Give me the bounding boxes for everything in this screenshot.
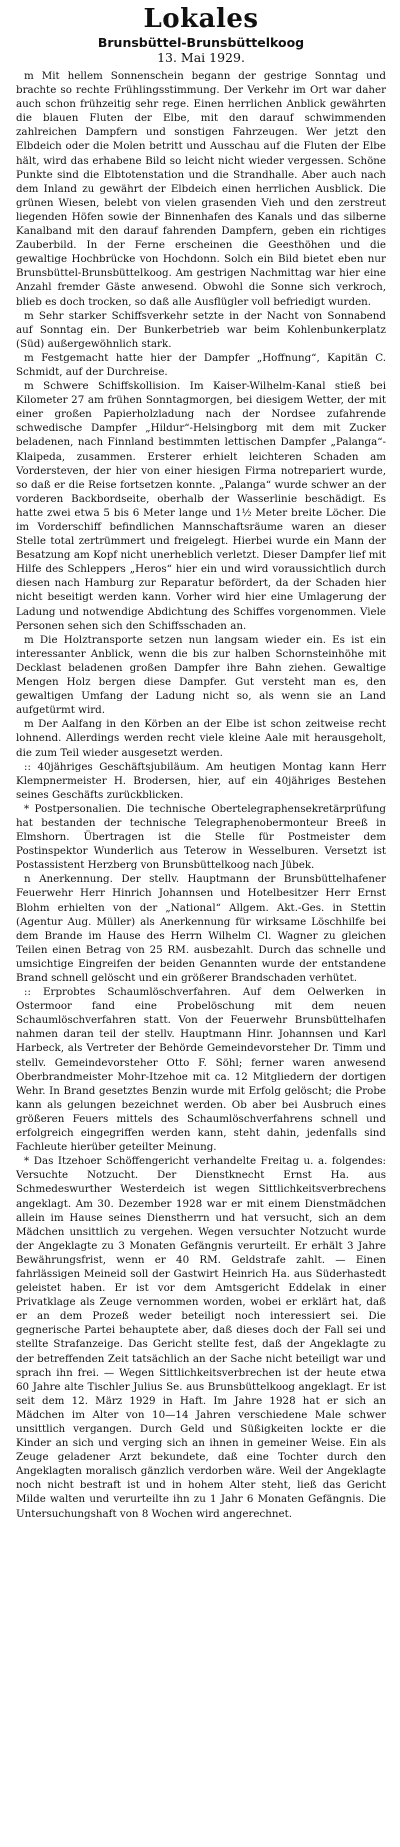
paragraph-weather: m Mit hellem Sonnenschein begann der gestrige Sonntag und brachte so rechte Frühlingsstimmung. Der Verkehr im Ort war daher auch schon frühzeitig sehr rege. Einen herrlichen Anblick gewährten die blauen Fluten der Elbe, mit den darauf schwimmenden zahlreichen Dampfern und sonstigen Fahrzeugen. Wer jetzt den Elbdeich oder die Molen betritt und Ausschau auf die Fluten der Elbe hält, wird das erhabene Bild so leicht nicht wieder vergessen. Schöne Punkte sind die Elbtotenstation und die Strandhalle. Aber auch nach dem Inland zu gewährt der Elbdeich einen herrlichen Ausblick. Die grünen Wiesen, belebt von vielen grasenden Vieh und den zerstreut liegenden Höfen sowie der Binnenhafen des Kanals und das silberne Kanalband mit den darauf fahrenden Dampfern, geben ein richtiges Zauberbild. In der Ferne erscheinen die Geesthöhen und die gewaltige Hochbrücke von Hochdonn. Solch ein Bild bietet eben nur Brunsbüttel-Brunsbüttelkoog. Am gestrigen Nachmittag war hier eine Anzahl fremder Gäste anwesend. Obwohl die Sonne sich verkroch, blieb es doch trocken, so daß alle Ausflügler voll befriedigt wurden. [16, 70, 386, 308]
section-title: Lokales [143, 4, 259, 34]
paragraph-recognition: n Anerkennung. Der stellv. Hauptmann der Brunsbüttelhafener Feuerwehr Herr Hinrich Johannsen und Hotelbesitzer Herr Ernst Blohm erhielten von der „National“ Allgem. Akt.-Ges. in Stettin (Agentur Aug. Müller) als Anerkennung für wirksame Löschhilfe bei dem Brande im Hause des Herrn Wilhelm Cl. Wagner zu gleichen Teilen einen Betrag von 25 RM. ausbezahlt. Durch das schnelle und umsichtige Eingreifen der beiden Genannten wurde der entstandene Brand schnell gelöscht und ein größerer Brandschaden verhütet. [16, 873, 386, 984]
paragraph-shipping-traffic: m Sehr starker Schiffsverkehr setzte in der Nacht von Sonnabend auf Sonntag ein. Der Bunkerbetrieb war beim Kohlenbunkerplatz (Süd) außergewöhnlich stark. [16, 309, 386, 350]
article-body [16, 69, 386, 1521]
paragraph-foam-extinguishing: :: Erprobtes Schaumlöschverfahren. Auf dem Oelwerken in Ostermoor fand eine Probelöschung mit dem neuen Schaumlöschverfahren statt. Von der Feuerwehr Brunsbüttelhafen nahmen daran teil der stellv. Hauptmann Hinr. Johannsen und Karl Harbeck, als Vertreter der Behörde Gemeindevorsteher Dr. Timm und stellv. Gemeindevorsteher Otto F. Söhl; ferner waren anwesend Oberbrandmeister Mohr-Itzehoe mit ca. 12 Mitgliedern der dortigen Wehr. In Brand gesetztes Benzin wurde mit Erfolg gelöscht; die Probe kann als gelungen bezeichnet werden. Ob aber bei Ausbruch eines größeren Feuers mittels des Schaumlöschverfahrens schnell und erfolgreich eingegriffen werden kann, steht dahin, jedenfalls sind Fachleute hierüber geteilter Meinung. [16, 986, 386, 1154]
paragraph-timber-transport: m Die Holztransporte setzen nun langsam wieder ein. Es ist ein interessanter Anblick, wenn die bis zur halben Schornsteinhöhe mit Decklast beladenen großen Dampfer ihre Bahn ziehen. Gewaltige Mengen Holz bergen diese Dampfer. Gut versteht man es, den gewaltigen Umfang der Ladung nicht so, als wenn sie an Land aufgetürmt wird. [16, 633, 386, 717]
dateline-date: 13. Mai 1929. [157, 50, 245, 65]
paragraph-court-report: * Das Itzehoer Schöffengericht verhandelte Freitag u. a. folgendes: Versuchte Notzucht. Der Dienstknecht Ernst Ha. aus Schmedeswurther Westerdeich ist wegen Sittlichkeitsverbrechens angeklagt. Am 30. Dezember 1928 war er mit einem Dienstmädchen allein im Hause seines Dienstherrn und hat versucht, sich an dem Mädchen unsittlich zu vergehen. Wegen versuchter Notzucht wurde der Angeklagte zu 3 Monaten Gefängnis verurteilt. Er erhält 3 Jahre Bewährungsfrist, wenn er 40 RM. Geldstrafe zahlt. — Einen fahrlässigen Meineid soll der Gastwirt Heinrich Ha. aus Süderhastedt geleistet haben. Er ist vor dem Amtsgericht Eddelak in einer Privatklage als Zeuge vernommen worden, wobei er erklärt hat, daß er an dem Prozeß weder beteiligt noch interessiert sei. Die gegnerische Partei behauptete aber, daß dieses doch der Fall sei und stellte Strafanzeige. Das Gericht stellte fest, daß der Angeklagte zu der betreffenden Zeit tatsächlich an der Sache nicht beteiligt war und sprach ihn frei. — Wegen Sittlichkeitsverbrechen ist der heute etwa 60 Jahre alte Tischler Julius Se. aus Brunsbüttelkoog angeklagt. Er ist seit dem 12. März 1929 in Haft. Im Jahre 1928 hat er sich an Mädchen im Alter von 10—14 Jahren verschiedene Male schwer unsittlich vergangen. Durch Geld und Süßigkeiten lockte er die Kinder an sich und verging sich an ihnen in gemeiner Weise. Ein als Zeuge geladener Arzt bekundete, daß eine Tochter durch den Angeklagten moralisch gänzlich verdorben wäre. Weil der Angeklagte noch nicht bestraft ist und in hohem Alter steht, ließ das Gericht Milde walten und verurteilte ihn zu 1 Jahr 6 Monaten Gefängnis. Die Untersuchungshaft von 8 Wochen wird angerechnet. [16, 1155, 386, 1520]
masthead [16, 4, 386, 65]
paragraph-ship-collision: m Schwere Schiffskollision. Im Kaiser-Wilhelm-Kanal stieß bei Kilometer 27 am frühen Sonntagmorgen, bei diesigem Wetter, der mit einer großen Papierholzladung nach der Nordsee zufahrende schwedische Dampfer „Hildur“-Helsingborg mit dem mit Zucker beladenen, nach Finnland bestimmten lettischen Dampfer „Palanga“-Klaipeda, zusammen. Ersterer erhielt leichteren Schaden am Vordersteven, der hier von einer hiesigen Firma notrepariert wurde, so daß er die Reise fortsetzen konnte. „Palanga“ wurde schwer an der vorderen Backbordseite, oberhalb der Wasserlinie beschädigt. Es hatte zwei etwa 5 bis 6 Meter lange und 1½ Meter breite Löcher. Die im Vorderschiff befindlichen Mannschaftsräume waren an dieser Stelle total zertrümmert und freigelegt. Hierbei wurde ein Mann der Besatzung am Kopf nicht unerheblich verletzt. Dieser Dampfer lief mit Hilfe des Schleppers „Heros“ hier ein und wird voraussichtlich durch diesen nach Hamburg zur Reparatur befördert, da der Schaden hier nicht beseitigt werden kann. Vorher wird hier eine Umlagerung der Ladung und notwendige Abdichtung des Schiffes vorgenommen. Viele Personen sehen sich den Schiffsschaden an. [16, 380, 386, 632]
paragraph-postal-personnel: * Postpersonalien. Die technische Obertelegraphensekretärprüfung hat bestanden der technische Telegraphenobermonteur Breeß in Elmshorn. Übertragen ist die Stelle für Postmeister dem Postinspektor Wunderlich aus Teterow in Wesselburen. Versetzt ist Postassistent Herzberg von Brunsbüttelkoog nach Jübek. [16, 802, 386, 872]
paragraph-moored-steamer: m Festgemacht hatte hier der Dampfer „Hoffnung“, Kapitän C. Schmidt, auf der Durchreise. [16, 351, 386, 378]
paragraph-business-jubilee: :: 40jähriges Geschäftsjubiläum. Am heutigen Montag kann Herr Klempnermeister H. Brodersen, hier, auf ein 40jähriges Bestehen seines Geschäfts zurückblicken. [16, 760, 386, 801]
paragraph-eel-fishing: m Der Aalfang in den Körben an der Elbe ist schon zeitweise recht lohnend. Allerdings werden recht viele kleine Aale mit herausgeholt, die zum Teil wieder ausgesetzt werden. [16, 718, 386, 759]
dateline-place: Brunsbüttel-Brunsbüttelkoog [97, 35, 305, 50]
